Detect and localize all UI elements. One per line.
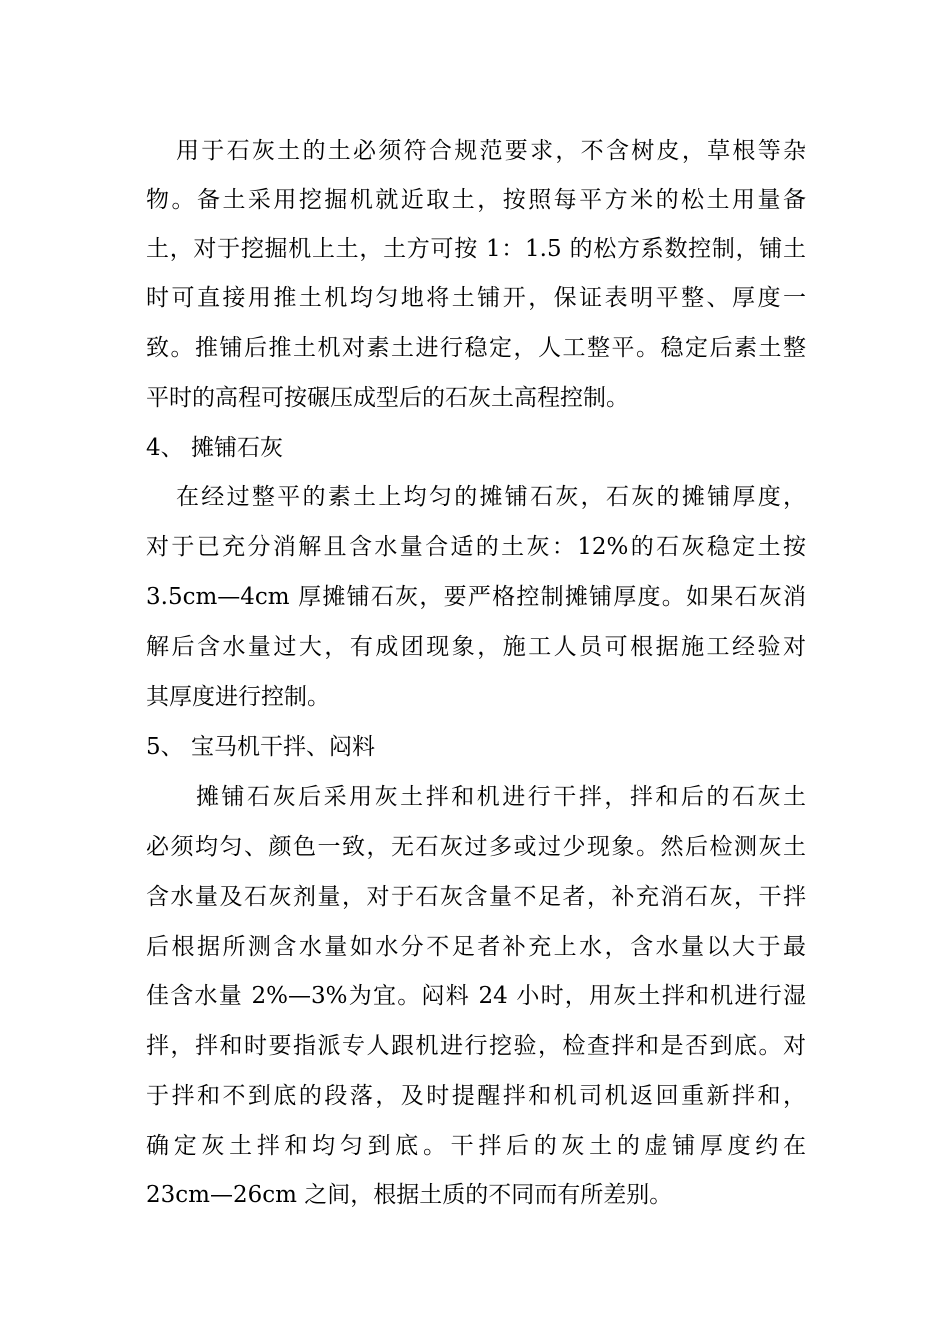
section-heading-4: 4、 摊铺石灰	[146, 435, 283, 461]
paragraph-1-line-2: 物。备土采用挖掘机就近取土，按照每平方米的松土用量备	[146, 187, 806, 213]
paragraph-1-line-4: 时可直接用推土机均匀地将土铺开，保证表明平整、厚度一	[146, 285, 806, 311]
paragraph-3-line-6: 拌，拌和时要指派专人跟机进行挖验，检查拌和是否到底。对	[146, 1033, 806, 1059]
paragraph-1-line-5: 致。推铺后推土机对素土进行稳定，人工整平。稳定后素土整	[146, 335, 806, 361]
paragraph-2-line-3: 3.5cm—4cm 厚摊铺石灰，要严格控制摊铺厚度。如果石灰消	[146, 584, 806, 610]
paragraph-3-line-2: 必须均匀、颜色一致，无石灰过多或过少现象。然后检测灰土	[146, 834, 806, 860]
paragraph-3-line-1: 摊铺石灰后采用灰土拌和机进行干拌，拌和后的石灰土	[196, 784, 806, 810]
section-heading-5: 5、 宝马机干拌、闷料	[146, 734, 375, 760]
paragraph-1-line-1: 用于石灰土的土必须符合规范要求，不含树皮，草根等杂	[176, 138, 806, 164]
paragraph-3-line-5: 佳含水量 2%—3%为宜。闷料 24 小时，用灰土拌和机进行湿	[146, 983, 806, 1009]
paragraph-1-line-6: 平时的高程可按碾压成型后的石灰土高程控制。	[146, 385, 629, 411]
paragraph-2-line-1: 在经过整平的素土上均匀的摊铺石灰，石灰的摊铺厚度，	[176, 484, 806, 510]
paragraph-3-line-7: 于拌和不到底的段落，及时提醒拌和机司机返回重新拌和，	[146, 1083, 806, 1109]
paragraph-3-line-3: 含水量及石灰剂量，对于石灰含量不足者，补充消石灰，干拌	[146, 884, 806, 910]
paragraph-2-line-2: 对于已充分消解且含水量合适的土灰：12%的石灰稳定土按	[146, 534, 806, 560]
paragraph-1-line-3: 土，对于挖掘机上土，土方可按 1：1.5 的松方系数控制，铺土	[146, 236, 806, 262]
paragraph-3-line-4: 后根据所测含水量如水分不足者补充上水，含水量以大于最	[146, 934, 806, 960]
paragraph-2-line-4: 解后含水量过大，有成团现象，施工人员可根据施工经验对	[146, 634, 806, 660]
paragraph-2-line-5: 其厚度进行控制。	[146, 684, 330, 710]
paragraph-3-line-8: 确定灰土拌和均匀到底。干拌后的灰土的虚铺厚度约在	[146, 1133, 806, 1159]
paragraph-3-line-9: 23cm—26cm 之间，根据土质的不同而有所差别。	[146, 1182, 673, 1208]
